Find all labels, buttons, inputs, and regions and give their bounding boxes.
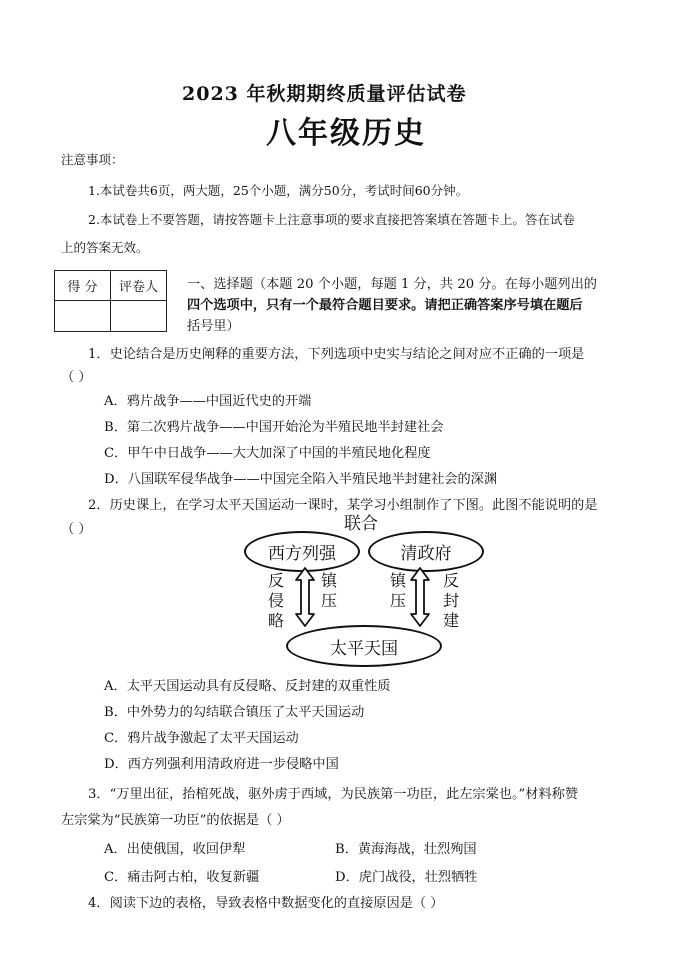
grader-cell [111,301,167,332]
q2-option-c: C．鸦片战争激起了太平天国运动 [104,731,299,746]
q2-option-d: D．西方列强利用清政府进一步侵略中国 [104,757,339,772]
q3-stem-line-1: 3．“万里出征，抬棺死战，驱外虏于西域，为民族第一功臣，此左宗棠也。”材料称赞 [88,787,579,802]
notes-item-1: 1.本试卷共6页，两大题，25个小题，满分50分，考试时间60分钟。 [88,183,469,198]
q1-stem-line-1: 1．史论结合是历史阐释的重要方法，下列选项中史实与结论之间对应不正确的一项是 [88,347,585,362]
score-table [54,270,167,332]
q3-option-c: C．痛击阿古柏，收复新疆 [104,870,260,885]
double-arrow-left-icon [296,568,314,626]
subject-title: 八年级历史 [266,116,426,151]
notes-item-2-line-1: 2.本试卷上不要答题，请按答题卡上注意事项的要求直接把答案填在答题卡上。答在试卷 [88,212,575,227]
q3-option-b: B．黄海海战，壮烈殉国 [335,842,477,857]
diagram-suppress-label-right: 镇压 [390,571,407,610]
q2-option-a: A．太平天国运动具有反侵略、反封建的双重性质 [104,679,391,694]
q3-stem-line-2: 左宗棠为“民族第一功臣”的依据是（ ） [61,813,290,828]
q2-stem-line-1: 2．历史课上，在学习太平天国运动一课时，某学习小组制作了下图。此图不能说明的是 [88,498,598,513]
diagram-suppress-label-left: 镇压 [321,571,338,610]
diagram-qing-government: 清政府 [368,531,484,572]
notes-item-2-line-2: 上的答案无效。 [61,240,149,255]
score-header: 得 分 [55,271,111,301]
q3-option-a: A．出使俄国，收回伊犁 [104,842,246,857]
diagram-arrows [280,566,440,628]
diagram-alliance-label: 联合 [344,514,378,534]
section-1-instructions-line-2: 四个选项中，只有一个最符合题目要求。请把正确答案序号填在题后 [187,298,583,313]
q1-option-b: B．第二次鸦片战争——中国开始沦为半殖民地半封建社会 [104,420,444,435]
diagram-anti-aggression-label: 反侵略 [268,571,285,630]
q1-stem-line-2: （ ） [61,370,92,385]
section-1-instructions-line-1: 一、选择题（本题 20 个小题，每题 1 分，共 20 分。在每小题列出的 [187,277,597,292]
q1-option-c: C．甲午中日战争——大大加深了中国的半殖民地化程度 [104,446,431,461]
q2-stem-line-2: （ ） [61,522,92,537]
q1-option-d: D．八国联军侵华战争——中国完全陷入半殖民地半封建社会的深渊 [104,472,498,487]
diagram-western-powers: 西方列强 [244,531,360,572]
diagram-taiping-kingdom: 太平天国 [286,625,442,667]
exam-title: 2023 年秋期期终质量评估试卷 [182,83,467,105]
q3-option-d: D．虎门战役，壮烈牺牲 [335,870,478,885]
section-1-instructions-line-3: 括号里） [187,319,240,334]
grader-header: 评卷人 [111,271,167,301]
q2-option-b: B．中外势力的勾结联合镇压了太平天国运动 [104,705,365,720]
score-cell [55,301,111,332]
double-arrow-right-icon [411,568,429,626]
notes-heading: 注意事项： [61,152,124,167]
q4-stem-line-1: 4．阅读下边的表格，导致表格中数据变化的直接原因是（ ） [88,896,444,911]
q1-option-a: A．鸦片战争——中国近代史的开端 [104,394,312,409]
diagram-anti-feudal-label: 反封建 [443,571,460,630]
